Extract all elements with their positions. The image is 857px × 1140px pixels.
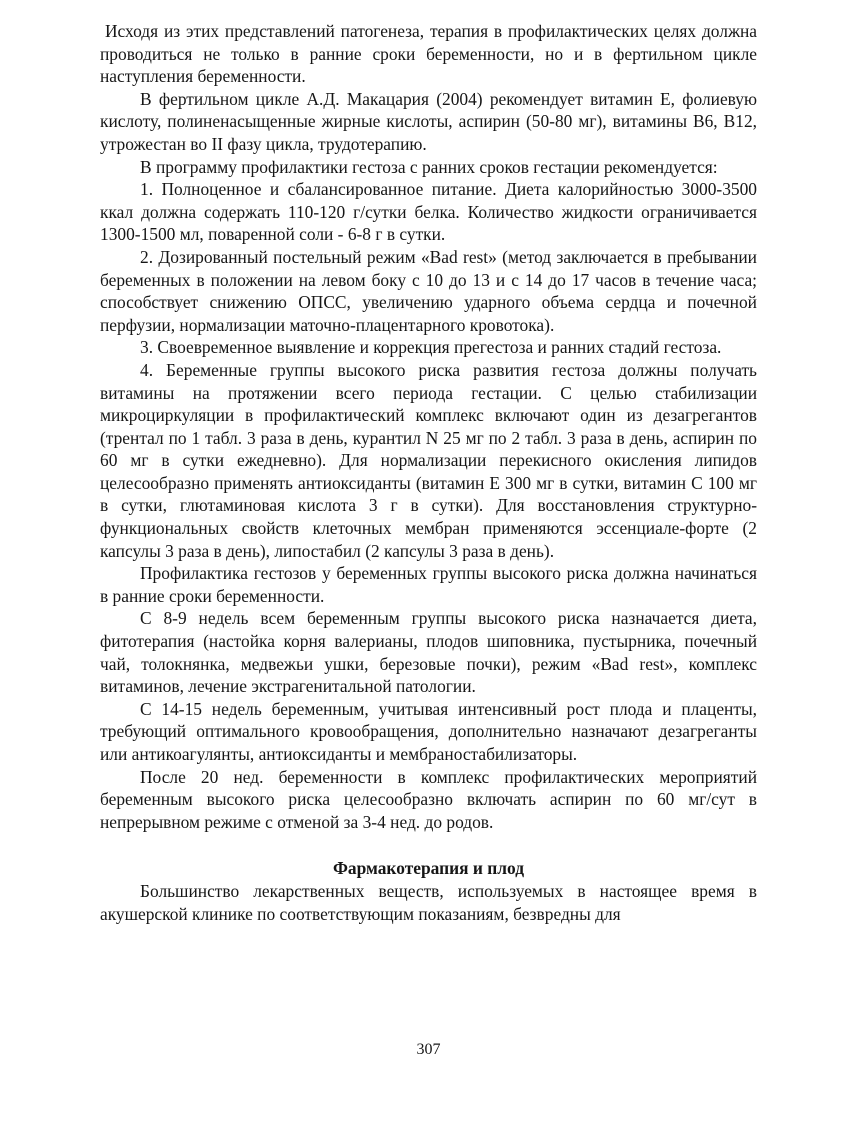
list-item: 3. Своевременное выявление и коррекция прегестоза и ранних стадий гестоза. [140,337,722,358]
paragraph: В программу профилактики гестоза с ранних сроков гестации рекомендуется: [140,156,718,177]
list-item: 4. Беременные группы высокого риска развития гестоза должны получать витамины на протяжении всего периода гестации. С целью стабилизации микроциркуляции в профилактический комплекс включают один из дезагрегантов (трентал по 1 табл. 3 раза в день, курантил N 25 мг по 2 табл. 3 раза в день, аспирин по 60 мг в сутки ежедневно). Для нормализации перекисного окисления липидов целесообразно применять антиоксиданты (витамин Е 300 мг в сутки, витамин С 100 мг в сутки, глютаминовая кислота 3 г в сутки). Для восстановления структурно-функциональных свойств клеточных мембран применяются эссенциале-форте (2 капсулы 3 раза в день), липостабил (2 капсулы 3 раза в день). [100,359,757,561]
paragraph: Исходя из этих представлений патогенеза, терапия в профилактических целях должна проводиться не только в ранние сроки беременности, но и в фертильном цикле наступления беременности. [100,21,757,87]
paragraph: Профилактика гестозов у беременных группы высокого риска должна начинаться в ранние сроки беременности. [100,563,757,606]
section-heading: Фармакотерапия и плод [332,858,525,879]
page-number: 307 [416,1041,441,1058]
paragraph: В фертильном цикле А.Д. Макацария (2004) рекомендует витамин Е, фолиевую кислоту, полиненасыщенные жирные кислоты, аспирин (50-80 мг), витамины В6, В12, утрожестан во II фазу цикла, трудотерапию. [100,88,757,154]
list-item: 1. Полноценное и сбалансированное питание. Диета калорийностью 3000-3500 ккал должна содержать 110-120 г/сутки белка. Количество жидкости ограничивается 1300-1500 мл, поваренной соли - 6-8 г в сутки. [100,179,757,245]
paragraph: После 20 нед. беременности в комплекс профилактических мероприятий беременным высокого риска целесообразно включать аспирин по 60 мг/сут в непрерывном режиме с отменой за 3-4 нед. до родов. [100,766,757,832]
list-item: 2. Дозированный постельный режим «Bad rest» (метод заключается в пребывании беременных в положении на левом боку с 10 до 13 и с 14 до 17 часов в течение часа; способствует снижению ОПСС, увеличению ударного объема сердца и почечной перфузии, нормализации маточно-плацентарного кровотока). [100,246,757,335]
paragraph: С 14-15 недель беременным, учитывая интенсивный рост плода и плаценты, требующий оптимального кровообращения, дополнительно назначают дезагреганты или антикоагулянты, антиоксиданты и мембраностабилизаторы. [100,698,757,764]
paragraph: С 8-9 недель всем беременным группы высокого риска назначается диета, фитотерапия (настойка корня валерианы, плодов шиповника, пустырника, почечный чай, толокнянка, медвежьи ушки, березовые почки), режим «Bad rest», комплекс витаминов, лечение экстрагенитальной патологии. [100,608,757,697]
document-page [100,20,757,925]
paragraph: Большинство лекарственных веществ, используемых в настоящее время в акушерской клинике по соответствующим показаниям, безвредны для [100,880,757,924]
